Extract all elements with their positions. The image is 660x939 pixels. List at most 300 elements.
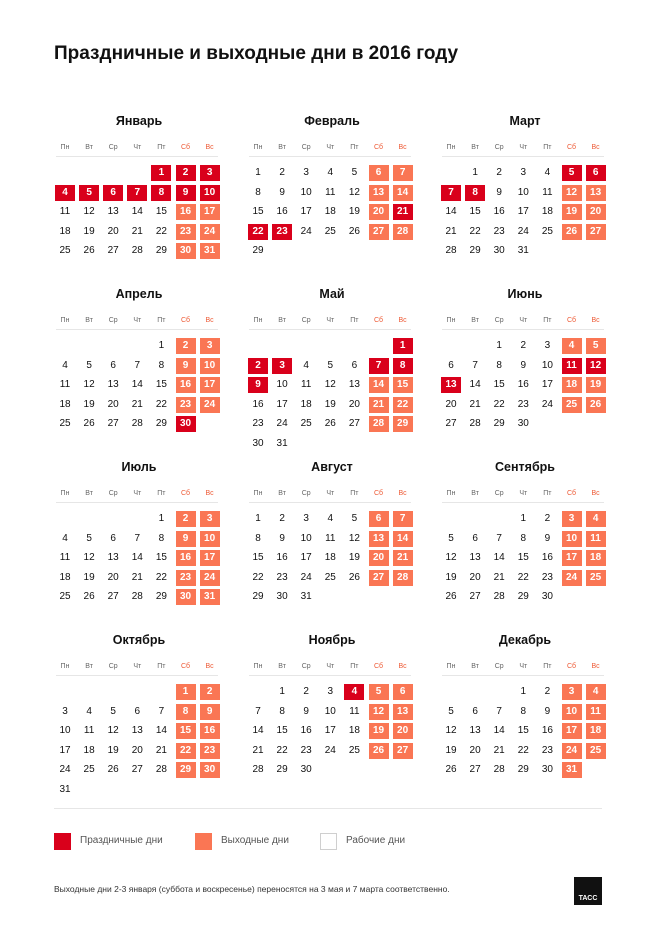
workday-cell: 2 [496, 167, 502, 178]
weekend-cell: 31 [562, 762, 582, 778]
month-name: Январь [115, 114, 163, 128]
month-name: Февраль [304, 114, 360, 128]
month-name: Ноябрь [308, 633, 356, 647]
workday-cell: 10 [324, 705, 336, 717]
weekday-header [440, 662, 610, 676]
weekend-cell: 2 [176, 511, 196, 527]
workday-cell: 16 [300, 725, 312, 736]
workday-cell: 23 [517, 398, 529, 410]
weekday-label: Пт [543, 663, 552, 670]
holiday-cell: 2 [176, 165, 196, 181]
weekend-cell: 10 [562, 531, 582, 547]
workday-cell: 2 [520, 340, 527, 351]
workday-cell: 9 [544, 705, 551, 717]
weekday-label: Сб [373, 663, 384, 670]
weekend-cell: 20 [369, 550, 389, 566]
month-name: Март [509, 114, 541, 128]
workday-cell: 1 [158, 513, 165, 524]
workday-cell: 17 [300, 206, 312, 217]
weekend-cell: 25 [586, 570, 606, 586]
workday-cell: 14 [131, 379, 143, 390]
workday-cell: 29 [252, 245, 264, 256]
workday-cell: 18 [541, 206, 553, 217]
weekday-label: Сб [566, 663, 577, 670]
legend-holiday-label: Праздничные дни [80, 835, 163, 846]
weekday-label: Вт [278, 144, 286, 151]
month-name: Май [319, 287, 345, 301]
weekday-divider [249, 329, 411, 330]
weekend-cell: 4 [586, 684, 606, 700]
weekday-label: Ср [301, 663, 311, 670]
weekday-label: Вт [85, 317, 93, 324]
holiday-cell: 22 [248, 224, 268, 240]
workday-cell: 25 [324, 225, 336, 237]
workday-cell: 22 [276, 744, 288, 756]
weekday-label: Ср [494, 663, 504, 670]
workday-cell: 12 [83, 552, 95, 563]
workday-cell: 7 [496, 705, 502, 717]
weekend-cell: 7 [393, 511, 413, 527]
month-8 [440, 459, 610, 602]
workday-cell: 28 [131, 245, 143, 256]
weekday-divider [442, 502, 604, 503]
workday-cell: 18 [300, 398, 312, 410]
weekday-label: Пн [446, 144, 456, 151]
weekday-label: Пт [157, 490, 166, 497]
workday-cell: 5 [327, 359, 334, 371]
workday-cell: 26 [348, 225, 360, 237]
workday-cell: 28 [155, 764, 167, 775]
workday-cell: 25 [59, 245, 71, 256]
weekday-label: Вс [591, 144, 600, 151]
weekday-label: Ср [494, 317, 504, 324]
holiday-cell: 3 [272, 358, 292, 374]
workday-cell: 27 [131, 764, 143, 775]
workday-cell: 11 [300, 379, 312, 390]
workday-cell: 7 [134, 532, 141, 544]
workday-cell: 1 [255, 167, 261, 178]
weekend-cell: 5 [369, 684, 389, 700]
workday-cell: 5 [86, 532, 92, 544]
weekend-cell: 25 [586, 743, 606, 759]
workday-cell: 21 [493, 571, 505, 583]
weekday-label: Сб [180, 317, 191, 324]
holiday-cell: 2 [248, 358, 268, 374]
workday-cell: 3 [303, 167, 309, 178]
workday-cell: 7 [134, 359, 141, 371]
holiday-cell: 7 [369, 358, 389, 374]
workday-cell: 25 [541, 225, 553, 237]
workday-cell: 24 [300, 571, 312, 583]
workday-swatch-icon [320, 833, 337, 850]
month-name: Декабрь [498, 633, 552, 647]
weekend-cell: 2 [200, 684, 220, 700]
weekday-label: Сб [180, 663, 191, 670]
weekday-label: Чт [326, 663, 335, 670]
weekday-label: Пн [446, 490, 456, 497]
weekday-label: Вт [85, 663, 93, 670]
weekend-cell: 17 [200, 204, 220, 220]
workday-cell: 9 [303, 705, 309, 717]
workday-cell: 18 [59, 225, 71, 237]
workday-cell: 14 [131, 552, 143, 563]
workday-cell: 26 [107, 764, 119, 775]
weekend-cell: 29 [393, 416, 413, 432]
workday-cell: 21 [155, 744, 167, 756]
workday-cell: 18 [324, 552, 336, 563]
workday-cell: 17 [59, 744, 71, 756]
weekend-cell: 27 [369, 570, 389, 586]
workday-cell: 1 [158, 340, 165, 351]
month-5 [440, 286, 610, 429]
workday-cell: 2 [544, 513, 551, 524]
month-9 [54, 632, 224, 795]
weekday-label: Пн [60, 144, 70, 151]
workday-cell: 16 [276, 206, 288, 217]
workday-cell: 8 [279, 705, 285, 717]
workday-cell: 6 [110, 532, 116, 544]
weekday-label: Пн [253, 317, 263, 324]
workday-cell: 27 [107, 591, 119, 602]
workday-cell: 20 [348, 398, 360, 410]
weekday-divider [56, 329, 218, 330]
month-10 [247, 632, 417, 775]
workday-cell: 23 [493, 225, 505, 237]
month-11 [440, 632, 610, 775]
workday-cell: 28 [131, 591, 143, 602]
workday-cell: 5 [351, 513, 358, 524]
workday-cell: 23 [276, 571, 288, 583]
workday-cell: 20 [445, 398, 457, 410]
workday-cell: 15 [493, 379, 505, 390]
workday-cell: 8 [255, 186, 261, 198]
weekday-label: Вт [471, 317, 479, 324]
workday-cell: 15 [252, 206, 264, 217]
holiday-cell: 5 [79, 185, 99, 201]
workday-cell: 1 [279, 686, 285, 697]
workday-cell: 1 [472, 167, 478, 178]
workday-cell: 29 [517, 764, 529, 775]
month-4 [247, 286, 417, 449]
holiday-cell: 1 [151, 165, 171, 181]
workday-cell: 18 [348, 725, 360, 736]
weekday-label: Пн [446, 317, 456, 324]
month-6 [54, 459, 224, 602]
workday-cell: 26 [83, 591, 95, 602]
weekend-cell: 26 [369, 743, 389, 759]
workday-cell: 29 [155, 418, 167, 429]
weekend-cell: 9 [176, 358, 196, 374]
holiday-cell: 8 [393, 358, 413, 374]
workday-cell: 25 [59, 591, 71, 602]
legend-workday-label: Рабочие дни [346, 835, 406, 846]
weekend-cell: 31 [200, 589, 220, 605]
weekend-cell: 19 [586, 377, 606, 393]
workday-cell: 21 [493, 744, 505, 756]
workday-cell: 8 [255, 532, 261, 544]
workday-cell: 10 [276, 379, 288, 390]
workday-cell: 11 [59, 552, 71, 563]
workday-cell: 3 [303, 513, 309, 524]
weekday-divider [249, 156, 411, 157]
workday-cell: 16 [493, 206, 505, 217]
workday-cell: 31 [276, 437, 288, 449]
weekend-cell: 5 [586, 338, 606, 354]
workday-cell: 25 [300, 418, 312, 429]
workday-cell: 6 [110, 359, 116, 371]
workday-cell: 7 [472, 359, 478, 371]
workday-cell: 14 [469, 379, 481, 390]
workday-cell: 19 [83, 571, 95, 583]
workday-cell: 5 [448, 705, 454, 717]
holiday-cell: 30 [176, 416, 196, 432]
workday-cell: 12 [445, 552, 457, 563]
weekday-header [247, 143, 417, 157]
workday-cell: 4 [544, 167, 551, 178]
workday-cell: 13 [131, 725, 143, 736]
workday-cell: 20 [107, 225, 119, 237]
weekday-label: Вт [278, 663, 286, 670]
workday-cell: 12 [324, 379, 336, 390]
weekday-label: Ср [108, 317, 118, 324]
workday-cell: 18 [83, 744, 95, 756]
weekend-cell: 27 [586, 224, 606, 240]
weekend-cell: 23 [200, 743, 220, 759]
workday-cell: 20 [131, 744, 143, 756]
weekday-header [247, 489, 417, 503]
weekend-cell: 22 [176, 743, 196, 759]
workday-cell: 7 [496, 532, 502, 544]
workday-cell: 6 [351, 359, 358, 371]
weekend-cell: 16 [176, 550, 196, 566]
workday-cell: 11 [325, 532, 336, 544]
legend-weekend-label: Выходные дни [221, 835, 289, 846]
weekday-header [247, 316, 417, 330]
weekday-label: Вт [471, 663, 479, 670]
holiday-cell: 7 [127, 185, 147, 201]
workday-cell: 6 [472, 532, 478, 544]
weekend-cell: 28 [393, 224, 413, 240]
workday-cell: 21 [131, 571, 143, 583]
workday-cell: 30 [300, 764, 312, 775]
workday-cell: 19 [445, 571, 457, 583]
weekend-cell: 29 [176, 762, 196, 778]
weekend-cell: 2 [176, 338, 196, 354]
workday-cell: 29 [252, 591, 264, 602]
weekend-cell: 28 [393, 570, 413, 586]
weekend-cell: 30 [176, 243, 196, 259]
month-7 [247, 459, 417, 602]
workday-cell: 22 [155, 225, 167, 237]
weekday-divider [249, 675, 411, 676]
workday-cell: 29 [517, 591, 529, 602]
weekday-label: Ср [301, 317, 311, 324]
weekday-label: Вс [205, 490, 214, 497]
workday-cell: 22 [517, 744, 529, 756]
workday-cell: 10 [300, 186, 312, 198]
workday-cell: 22 [155, 571, 167, 583]
weekday-label: Пн [60, 490, 70, 497]
workday-cell: 26 [445, 764, 457, 775]
workday-cell: 19 [83, 225, 95, 237]
weekday-label: Пн [253, 144, 263, 151]
weekday-label: Вс [205, 317, 214, 324]
weekend-cell: 16 [176, 377, 196, 393]
weekend-cell: 9 [176, 531, 196, 547]
workday-cell: 21 [445, 225, 457, 237]
workday-cell: 30 [541, 591, 553, 602]
weekend-cell: 3 [562, 511, 582, 527]
month-name: Апрель [115, 287, 163, 301]
weekend-cell: 18 [586, 723, 606, 739]
workday-cell: 26 [324, 418, 336, 429]
workday-cell: 24 [517, 225, 529, 237]
weekday-label: Чт [519, 663, 528, 670]
weekend-cell: 10 [200, 358, 220, 374]
workday-cell: 28 [252, 764, 264, 775]
workday-cell: 15 [252, 552, 264, 563]
workday-cell: 6 [134, 705, 141, 717]
workday-cell: 11 [542, 186, 553, 198]
workday-cell: 16 [541, 552, 553, 563]
workday-cell: 12 [83, 206, 95, 217]
workday-cell: 4 [86, 705, 92, 717]
workday-cell: 29 [276, 764, 288, 775]
workday-cell: 30 [517, 418, 529, 429]
workday-cell: 21 [469, 398, 481, 410]
weekday-label: Вс [398, 144, 407, 151]
weekend-cell: 25 [562, 397, 582, 413]
weekday-label: Сб [373, 490, 384, 497]
workday-cell: 2 [279, 513, 285, 524]
workday-cell: 19 [348, 206, 360, 217]
workday-cell: 13 [348, 379, 360, 390]
weekday-label: Пт [543, 317, 552, 324]
weekday-label: Пт [350, 490, 359, 497]
weekend-cell: 28 [369, 416, 389, 432]
holiday-cell: 6 [586, 165, 606, 181]
weekend-cell: 13 [369, 185, 389, 201]
weekday-label: Сб [180, 490, 191, 497]
holiday-cell: 21 [393, 204, 413, 220]
workday-cell: 28 [469, 418, 481, 429]
weekend-cell: 24 [200, 570, 220, 586]
workday-cell: 9 [520, 359, 527, 371]
workday-cell: 1 [496, 340, 502, 351]
weekday-label: Вс [591, 317, 600, 324]
weekend-cell: 11 [586, 531, 606, 547]
workday-cell: 24 [276, 418, 288, 429]
holiday-cell: 10 [200, 185, 220, 201]
holiday-cell: 11 [562, 358, 582, 374]
weekend-cell: 16 [176, 204, 196, 220]
weekend-cell: 18 [562, 377, 582, 393]
workday-cell: 15 [276, 725, 288, 736]
weekday-label: Вс [591, 663, 600, 670]
workday-cell: 18 [324, 206, 336, 217]
workday-cell: 10 [541, 359, 553, 371]
weekend-cell: 17 [562, 723, 582, 739]
weekday-label: Чт [519, 317, 528, 324]
weekday-label: Пн [60, 663, 70, 670]
weekend-cell: 31 [200, 243, 220, 259]
workday-cell: 13 [107, 206, 119, 217]
workday-cell: 27 [469, 591, 481, 602]
workday-cell: 13 [107, 379, 119, 390]
workday-cell: 16 [276, 552, 288, 563]
workday-cell: 24 [324, 744, 336, 756]
workday-cell: 20 [107, 571, 119, 583]
weekday-label: Ср [108, 144, 118, 151]
holiday-cell: 4 [55, 185, 75, 201]
month-2 [440, 113, 610, 256]
weekend-cell: 22 [393, 397, 413, 413]
workday-cell: 10 [517, 186, 529, 198]
weekend-cell: 14 [393, 531, 413, 547]
weekday-label: Вт [85, 144, 93, 151]
workday-cell: 9 [544, 532, 551, 544]
weekday-label: Чт [519, 144, 528, 151]
holiday-cell: 9 [176, 185, 196, 201]
workday-cell: 13 [469, 552, 481, 563]
workday-cell: 23 [252, 418, 264, 429]
weekend-cell: 17 [200, 377, 220, 393]
workday-cell: 24 [59, 764, 71, 775]
workday-cell: 20 [107, 398, 119, 410]
weekend-cell: 17 [562, 550, 582, 566]
workday-cell: 28 [493, 591, 505, 602]
legend-separator [54, 808, 602, 809]
weekday-divider [56, 675, 218, 676]
workday-cell: 31 [517, 245, 529, 256]
workday-cell: 8 [158, 359, 165, 371]
weekend-cell: 19 [369, 723, 389, 739]
weekday-label: Сб [566, 144, 577, 151]
workday-cell: 2 [544, 686, 551, 697]
weekday-label: Чт [133, 490, 142, 497]
weekend-cell: 15 [393, 377, 413, 393]
workday-cell: 22 [252, 571, 264, 583]
weekday-label: Чт [326, 317, 335, 324]
weekday-label: Чт [326, 490, 335, 497]
page-title: Праздничные и выходные дни в 2016 году [54, 43, 459, 64]
workday-cell: 12 [348, 532, 360, 544]
weekday-label: Сб [373, 144, 384, 151]
workday-cell: 8 [520, 705, 527, 717]
workday-cell: 15 [517, 725, 529, 736]
weekend-cell: 23 [176, 397, 196, 413]
workday-cell: 19 [348, 552, 360, 563]
weekday-label: Сб [566, 317, 577, 324]
workday-cell: 24 [541, 398, 553, 410]
holiday-swatch-icon [54, 833, 71, 850]
workday-cell: 28 [131, 418, 143, 429]
holiday-cell: 13 [441, 377, 461, 393]
weekend-cell: 14 [393, 185, 413, 201]
weekend-cell: 3 [200, 338, 220, 354]
workday-cell: 22 [493, 398, 505, 410]
workday-cell: 4 [303, 359, 309, 371]
workday-cell: 3 [544, 340, 551, 351]
workday-cell: 27 [469, 764, 481, 775]
workday-cell: 22 [469, 225, 481, 237]
weekend-cell: 27 [369, 224, 389, 240]
workday-cell: 15 [469, 206, 481, 217]
workday-cell: 27 [107, 418, 119, 429]
weekday-label: Ср [494, 144, 504, 151]
holiday-cell: 8 [465, 185, 485, 201]
weekend-cell: 20 [393, 723, 413, 739]
